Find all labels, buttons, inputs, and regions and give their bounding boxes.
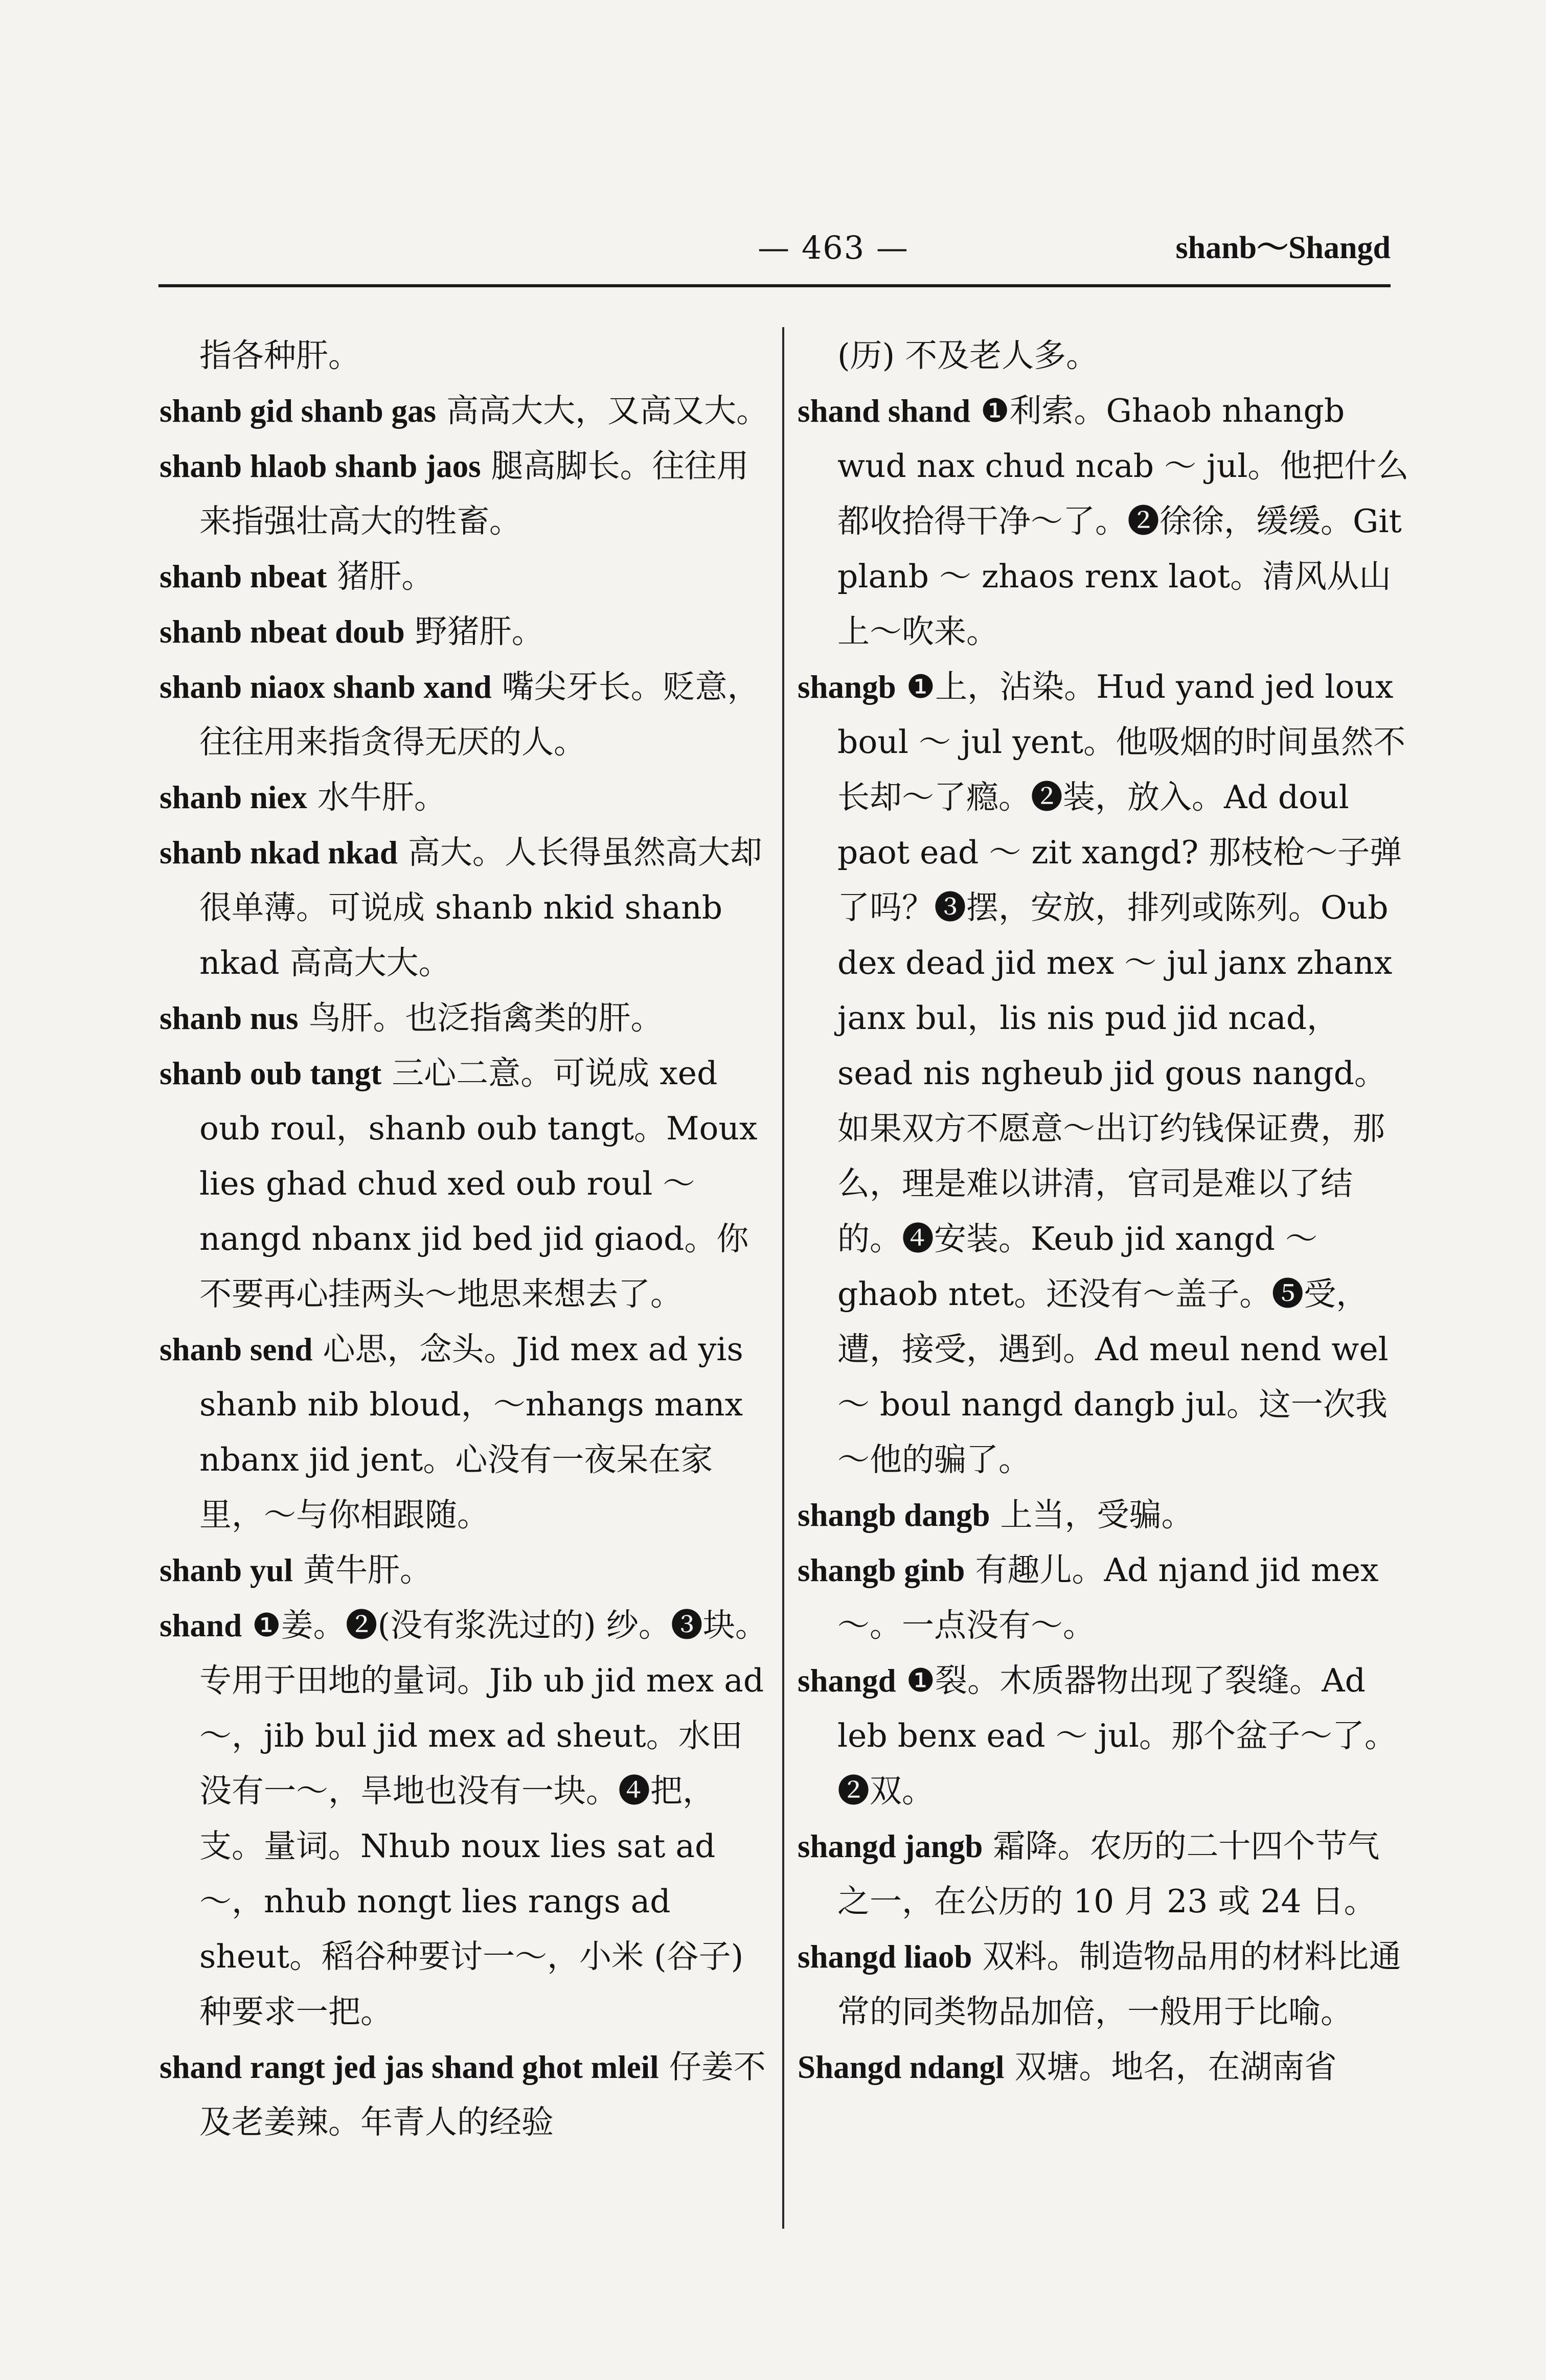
entry-definition: 有趣儿。Ad njand jid mex ～。一点没有～。 — [837, 1551, 1379, 1644]
dictionary-entry — [798, 1929, 1411, 2040]
entry-headword: shanb yul — [160, 1552, 293, 1588]
entry-definition: (历) 不及老人多。 — [837, 337, 1099, 374]
dictionary-entry — [160, 1322, 773, 1543]
right-column — [798, 328, 1411, 2095]
entry-headword: shangb — [798, 669, 896, 705]
entry-definition: 双料。制造物品用的材料比通常的同类物品加倍，一般用于比喻。 — [837, 1938, 1401, 2030]
entry-headword: shanb hlaob shanb jaos — [160, 448, 481, 484]
dictionary-entry — [798, 1543, 1411, 1653]
entry-definition: 鸟肝。也泛指禽类的肝。 — [298, 999, 663, 1037]
entry-definition: 水牛肝。 — [307, 779, 446, 816]
dictionary-entry — [798, 328, 1411, 383]
entry-headword: shanb oub tangt — [160, 1056, 382, 1091]
dictionary-entry — [160, 2040, 773, 2150]
entry-definition: 仔姜不及老姜辣。年青人的经验 — [199, 2048, 766, 2141]
dictionary-entry — [160, 1046, 773, 1322]
entry-definition: 双塘。地名，在湖南省 — [1004, 2048, 1337, 2086]
entry-headword: shangd — [798, 1663, 896, 1699]
dictionary-entry — [160, 439, 773, 549]
entry-headword: shangb ginb — [798, 1552, 965, 1588]
dictionary-entry — [160, 604, 773, 659]
entry-headword: shand — [160, 1608, 242, 1643]
left-column — [160, 328, 773, 2150]
entry-headword: shanb nbeat doub — [160, 614, 405, 650]
entry-headword: shangd liaob — [798, 1939, 972, 1975]
entry-definition: 霜降。农历的二十四个节气之一，在公历的 10 月 23 或 24 日。 — [837, 1827, 1380, 1920]
dictionary-entry — [160, 770, 773, 825]
entry-definition: ❶利索。Ghaob nhangb wud nax chud ncab ～ jul。他把什么都收拾得干净～了。❷徐徐，缓缓。Git planb ～ zhaos renx laot。清风从山上～吹来。 — [837, 392, 1409, 650]
entry-definition: 指各种肝。 — [199, 337, 360, 374]
dictionary-entry — [798, 383, 1411, 659]
dictionary-entry — [160, 383, 773, 439]
entry-headword: shand shand — [798, 393, 971, 429]
dictionary-entry — [798, 1819, 1411, 1929]
entry-headword: shangd jangb — [798, 1828, 983, 1864]
column-divider — [782, 327, 784, 2229]
entry-definition: 高高大大，又高又大。 — [436, 392, 769, 429]
entry-headword: shanb niaox shanb xand — [160, 669, 492, 705]
entry-headword: shanb gid shanb gas — [160, 393, 437, 429]
entry-headword: shanb nkad nkad — [160, 835, 398, 871]
entry-definition: 腿高脚长。往往用来指强壮高大的牲畜。 — [199, 447, 749, 540]
entry-definition: 三心二意。可说成 xed oub roul，shanb oub tangt。Moux lies ghad chud xed oub roul ～ nangd nbanx jid bed jid giaod。你不要再心挂两头～地思来想去了。 — [199, 1055, 758, 1313]
entry-headword: shangb dangb — [798, 1497, 990, 1533]
entry-headword: shand rangt jed jas shand ghot mleil — [160, 2049, 659, 2085]
entry-definition: 心思，念头。Jid mex ad yis shanb nib bloud，～nhangs manx nbanx jid jent。心没有一夜呆在家里，～与你相跟随。 — [199, 1331, 743, 1534]
dictionary-entry — [160, 328, 773, 383]
dictionary-entry — [160, 659, 773, 770]
entry-headword: shanb niex — [160, 780, 307, 815]
dictionary-entry — [798, 659, 1411, 1487]
header-rule — [158, 284, 1391, 287]
dictionary-entry — [160, 549, 773, 604]
dictionary-entry — [798, 1487, 1411, 1543]
dictionary-entry — [798, 1653, 1411, 1819]
entry-definition: 上当，受骗。 — [990, 1496, 1194, 1534]
entry-headword: Shangd ndangl — [798, 2049, 1005, 2085]
entry-headword: shanb nbeat — [160, 559, 327, 594]
running-header — [158, 225, 1391, 281]
entry-definition: 猪肝。 — [327, 558, 434, 595]
entry-definition: 嘴尖牙长。贬意，往往用来指贪得无厌的人。 — [199, 668, 760, 761]
entry-definition: ❶姜。❷(没有浆洗过的) 纱。❸块。专用于田地的量词。Jib ub jid mex ad ～，jib bul jid mex ad sheut。水田没有一～，旱地也没有一块。❹把，支。量词。Nhub noux lies sat ad ～，nhub nongt lies rangs ad sheut。稻谷种要讨一～，小米 (谷子) 种要求一把。 — [199, 1607, 767, 2030]
dictionary-entry — [160, 1543, 773, 1598]
entry-definition: 野猪肝。 — [404, 613, 544, 650]
dictionary-entry — [160, 1598, 773, 2040]
dictionary-entry — [160, 991, 773, 1046]
entry-definition: 黄牛肝。 — [292, 1551, 432, 1589]
dictionary-entry — [798, 2040, 1411, 2095]
guide-words: shanb～Shangd — [1175, 231, 1391, 265]
dictionary-entry — [160, 825, 773, 991]
entry-definition: ❶裂。木质器物出现了裂缝。Ad leb benx ead ～ jul。那个盆子～了。❷双。 — [837, 1662, 1397, 1810]
entry-definition: 高大。人长得虽然高大却很单薄。可说成 shanb nkid shanb nkad 高高大大。 — [199, 834, 762, 981]
entry-headword: shanb send — [160, 1332, 313, 1367]
entry-headword: shanb nus — [160, 1000, 299, 1036]
page-number: — 463 — — [758, 229, 909, 266]
entry-definition: ❶上，沾染。Hud yand jed loux boul ～ jul yent。他吸烟的时间虽然不长却～了瘾。❷装，放入。Ad doul paot ead ～ zit xangd? 那枝枪～子弹了吗？❸摆，安放，排列或陈列。Oub dex dead jid mex ～ jul janx zhanx janx bul，lis nis pud jid ncad，sead nis ngheub jid gous nangd。如果双方不愿意～出订约钱保证费，那么，理是难以讲清，官司是难以了结的。❹安装。Keub jid xangd ～ ghaob ntet。还没有～盖子。❺受，遭，接受，遇到。Ad meul nend wel ～ boul nangd dangb jul。这一次我～他的骗了。 — [837, 668, 1406, 1478]
